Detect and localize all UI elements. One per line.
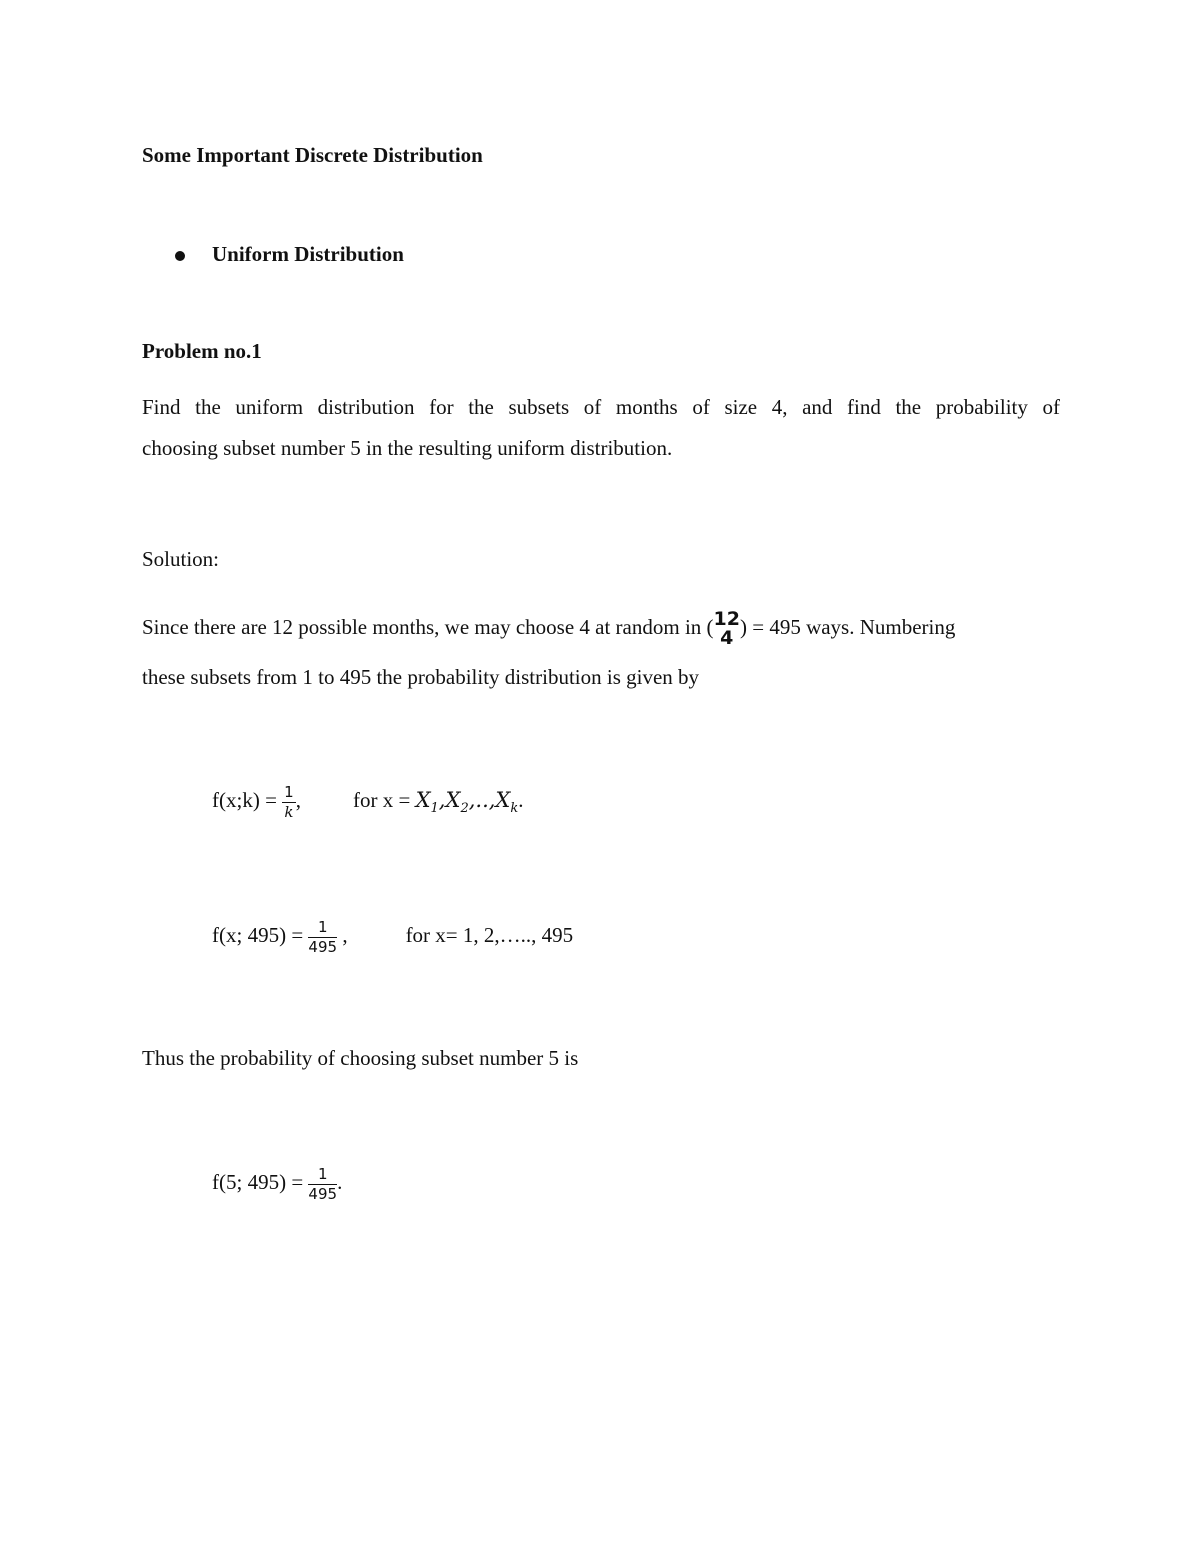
bullet-item-uniform-distribution: Uniform Distribution xyxy=(212,242,404,266)
problem-heading: Problem no.1 xyxy=(142,339,262,363)
fraction-numerator: 1 xyxy=(308,1166,337,1185)
conclusion-text: Thus the probability of choosing subset number 5 is xyxy=(142,1046,579,1070)
fraction-1-over-k xyxy=(282,784,296,820)
fraction-result-1-over-495 xyxy=(308,1166,337,1202)
fraction-denominator: k xyxy=(284,802,294,821)
formula-2-condition: for x= 1, 2,….., 495 xyxy=(405,923,574,947)
solution-text-line-1 xyxy=(142,602,955,652)
formula-1-sub-3: k xyxy=(510,801,519,817)
problem-text-line-1: Find the uniform distribution for the subsets of months of size 4, and find the probability of xyxy=(142,395,1060,419)
formula-1-sub-2: 2 xyxy=(460,801,469,817)
formula-1-comma: , xyxy=(295,788,301,812)
solution-text-line-2: these subsets from 1 to 495 the probability distribution is given by xyxy=(142,665,700,689)
formula-1-lhs: f(x;k) = xyxy=(212,788,283,812)
formula-1-var-1: X xyxy=(415,788,431,812)
formula-uniform-general xyxy=(212,774,524,826)
fraction-denominator: 495 xyxy=(308,1184,338,1203)
formula-2-comma: , xyxy=(337,923,348,947)
formula-uniform-495 xyxy=(212,909,573,961)
formula-1-condition: for x = xyxy=(352,788,416,812)
fraction-numerator: 1 xyxy=(308,919,337,938)
binomial-bottom: 4 xyxy=(720,627,734,650)
fraction-denominator: 495 xyxy=(308,937,338,956)
formula-1-sep-1: , xyxy=(438,788,446,812)
binomial-top: 12 xyxy=(713,608,740,631)
bullet-icon xyxy=(175,251,185,261)
solution-label: Solution: xyxy=(142,547,220,571)
fraction-1-over-495 xyxy=(308,919,337,955)
formula-1-end: . xyxy=(518,788,524,812)
solution-text-part-2: ) = 495 ways. Numbering xyxy=(739,615,956,639)
problem-text-line-2: choosing subset number 5 in the resulting uniform distribution. xyxy=(142,436,673,460)
formula-3-lhs: f(5; 495) = xyxy=(212,1170,309,1194)
formula-1-sub-1: 1 xyxy=(430,801,439,817)
solution-text-part-1: Since there are 12 possible months, we may choose 4 at random in ( xyxy=(142,615,714,639)
formula-3-end: . xyxy=(337,1170,343,1194)
binomial-coefficient xyxy=(714,610,740,648)
formula-1-sep-2: ,.., xyxy=(468,788,496,812)
formula-result xyxy=(212,1156,342,1208)
formula-2-lhs: f(x; 495) = xyxy=(212,923,309,947)
formula-1-var-2: X xyxy=(445,788,461,812)
fraction-numerator: 1 xyxy=(284,783,294,802)
formula-1-var-3: X xyxy=(495,788,511,812)
document-title: Some Important Discrete Distribution xyxy=(142,143,483,167)
